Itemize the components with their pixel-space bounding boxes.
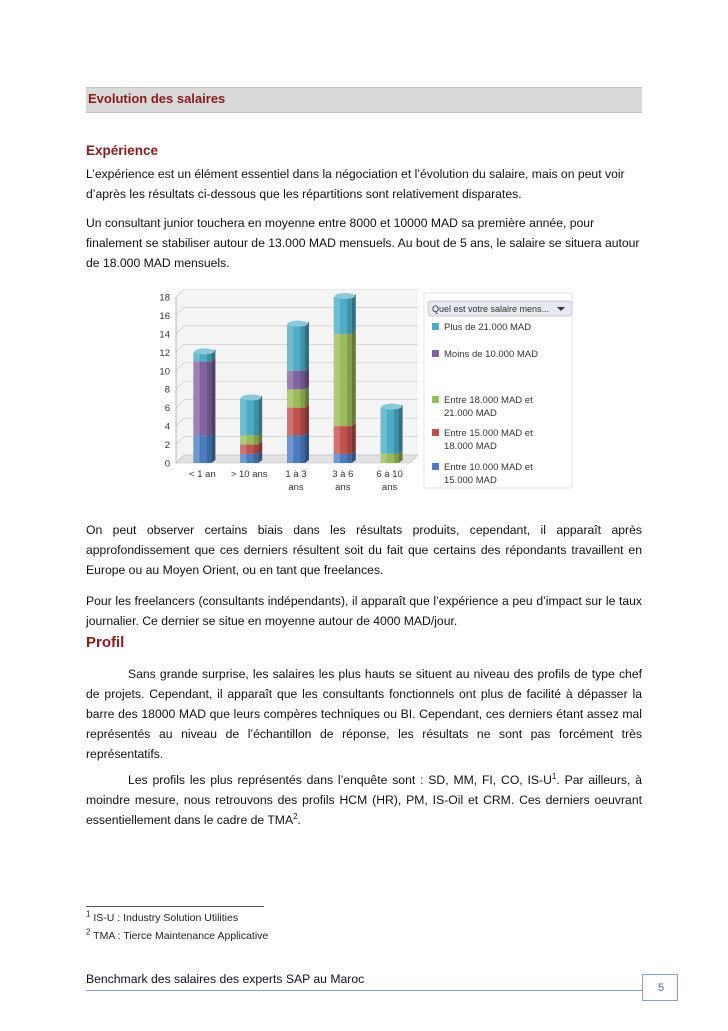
chart-bar-shade [394, 408, 399, 454]
paragraph-profil-represented [86, 770, 642, 830]
heading-profil: Profil [86, 634, 125, 651]
chart-bar-highlight [287, 371, 293, 389]
chart-bar-shade [301, 389, 306, 407]
footnote-2 [86, 927, 269, 942]
chart-bar-highlight [193, 362, 199, 436]
chart-bar-side [258, 395, 262, 435]
chart-x-tick-label: 1 à 3 [285, 469, 307, 480]
chart-bar-shade [347, 297, 352, 334]
chart-bar-side [352, 331, 356, 426]
chart-bar-shade [301, 408, 306, 436]
chart-bar-highlight [287, 389, 293, 407]
chart-y-tick-label: 18 [159, 292, 170, 304]
footer-title: Benchmark des salaires des experts SAP au Maroc [86, 972, 365, 986]
chart-bar-side [305, 368, 309, 389]
chart-y-tick-label: 0 [164, 458, 170, 470]
chart-legend-swatch [432, 463, 439, 470]
chart-bar-top [335, 293, 355, 299]
footnote-1-text: IS-U : Industry Solution Utilities [90, 912, 239, 924]
chart-y-tick-label: 2 [164, 440, 170, 452]
chart-x-tick-label: ans [381, 482, 398, 493]
chart-y-tick-label: 14 [159, 329, 170, 341]
chart-y-tick-label: 10 [159, 366, 170, 378]
chart-x-tick-label: ans [288, 482, 304, 493]
chart-legend-swatch [432, 429, 439, 436]
footnote-1-number: 1 [86, 909, 91, 919]
chart-legend-label: 15.000 MAD [444, 475, 497, 486]
profil-text-b: . Par ailleurs, à moindre mesure, nous retrouvons des profils HCM (HR), PM, IS-Oil et CRM. Ces derniers oeuvrant essentiellement dans le cadre de TMA [86, 773, 642, 827]
footnote-separator [86, 906, 264, 907]
chart-legend-title: Quel est votre salaire mens... [432, 304, 550, 314]
chart-bar-shade [254, 454, 259, 463]
chart-bar-highlight [240, 398, 246, 435]
chart-legend-swatch [432, 396, 439, 403]
chart-bar-side [352, 294, 356, 334]
chart-bar-highlight [287, 435, 293, 463]
page-number: 5 [657, 982, 665, 994]
chart-x-tick-label: > 10 ans [230, 469, 268, 480]
chart-y-tick-label: 8 [164, 384, 170, 396]
chart-bar-shade [347, 334, 352, 426]
chart-legend-swatch [432, 350, 439, 357]
paragraph-junior-salary: Un consultant junior touchera en moyenne entre 8000 et 10000 MAD sa première année, pour finalement se stabiliser autour de 13.000 MAD mensuels. Au bout de 5 ans, le salaire se situera autour de 18.000 MAD mensuels. [86, 216, 640, 270]
chart-legend-label: Plus de 21.000 MAD [444, 322, 532, 333]
chart-bar-highlight [334, 334, 340, 426]
chart-bar-highlight [287, 325, 293, 371]
chart-bar-side [352, 423, 356, 454]
section-title-bar [86, 87, 642, 113]
chart-legend-label: 21.000 MAD [444, 408, 497, 419]
paragraph-profil-salaries: Sans grande surprise, les salaires les plus hauts se situent au niveau des profils de type chef de projets. Cependant, il apparaît que les consultants fonctionnels ont plus de facilité à dépasser la barre des 18000 MAD que leurs compères techniques ou BI. Cependant, ces derniers étant assez mal représentés au niveau de l’échantillon de réponse, les résultats ne sont pas forcément très représentatifs. [86, 667, 642, 761]
page-number-box [642, 974, 678, 1001]
chart-x-tick-label: < 1 an [189, 469, 216, 480]
paragraph-experience-intro: L’expérience est un élément essentiel dans la négociation et l’évolution du salaire, mais on peut voir d’après les résultats ci-dessous que les répartitions sont relativement disparates. [86, 167, 625, 201]
chart-bar-shade [254, 435, 259, 444]
footnote-ref-2: 2 [293, 811, 298, 821]
chart-bar-highlight [240, 435, 246, 444]
chart-bar-shade [301, 325, 306, 371]
footer-rule [86, 990, 642, 991]
chart-bar-highlight [334, 297, 340, 334]
chart-bar-side [399, 405, 403, 454]
footnote-1 [86, 909, 239, 924]
chart-bar-highlight [334, 426, 340, 454]
chart-bar-shade [301, 435, 306, 463]
chart-bar-highlight [334, 454, 340, 463]
footnote-2-number: 2 [86, 927, 91, 937]
chart-x-tick-label: 6 à 10 [376, 469, 403, 480]
chart-bar-shade [254, 398, 259, 435]
profil-text-c: . [297, 813, 301, 827]
paragraph-freelancers: Pour les freelancers (consultants indépendants), il apparaît que l’expérience a peu d’impact sur le taux journalier. Ce dernier se situe en moyenne autour de 4000 MAD/jour. [86, 594, 642, 628]
chart-bar-side [305, 322, 309, 371]
chart-bar-shade [254, 445, 259, 454]
chart-bar-shade [347, 426, 352, 454]
chart-y-tick-label: 16 [159, 310, 170, 322]
chart-bar-highlight [381, 454, 387, 463]
chart-bar-highlight [240, 454, 246, 463]
chart-legend-label: Entre 18.000 MAD et [444, 395, 533, 406]
chart-legend-swatch [432, 323, 439, 330]
chart-legend-label: Moins de 10.000 MAD [444, 349, 538, 360]
chart-legend-label: Entre 15.000 MAD et [444, 428, 533, 439]
chart-bar-top [288, 321, 308, 327]
chart-bar-highlight [381, 408, 387, 454]
chart-bar-side [211, 359, 215, 436]
chart-bar-side [305, 432, 309, 463]
chart-y-tick-label: 4 [164, 421, 170, 433]
chart-bar-shade [207, 362, 212, 436]
chart-svg [120, 289, 590, 511]
section-title: Evolution des salaires [88, 91, 226, 106]
chart-bar-top [241, 394, 261, 400]
chart-bar-top [382, 404, 402, 410]
chart-bar-shade [207, 435, 212, 463]
profil-text-a: Les profils les plus représentés dans l’enquête sont : SD, MM, FI, CO, IS-U [128, 773, 552, 787]
chart-y-tick-label: 6 [164, 403, 170, 415]
chart-bar-side [211, 432, 215, 463]
chart-bar-shade [301, 371, 306, 389]
chart-bar-top [194, 348, 214, 354]
chart-legend-label: 18.000 MAD [444, 441, 497, 452]
chart-bar-side [305, 405, 309, 436]
chart-bar-highlight [193, 435, 199, 463]
chart-bar-side [305, 386, 309, 407]
chart-x-tick-label: 3 à 6 [332, 469, 354, 480]
chart-y-tick-label: 12 [159, 347, 170, 359]
salary-experience-chart [120, 289, 590, 511]
footnote-ref-1: 1 [551, 771, 557, 781]
chart-x-tick-label: ans [335, 482, 351, 493]
chart-bar-shade [394, 454, 399, 463]
chart-bar-highlight [240, 445, 246, 454]
chart-bar-shade [347, 454, 352, 463]
footnote-2-text: TMA : Tierce Maintenance Applicative [90, 930, 269, 942]
chart-bar-highlight [287, 408, 293, 436]
chart-legend-label: Entre 10.000 MAD et [444, 462, 533, 473]
paragraph-bias: On peut observer certains biais dans les résultats produits, cependant, il apparaît après approfondissement que ces derniers résultent soit du fait que certains des répondants travaillent en Europe ou au Moyen Orient, ou en tant que freelances. [86, 523, 642, 577]
heading-experience: Expérience [86, 143, 159, 158]
